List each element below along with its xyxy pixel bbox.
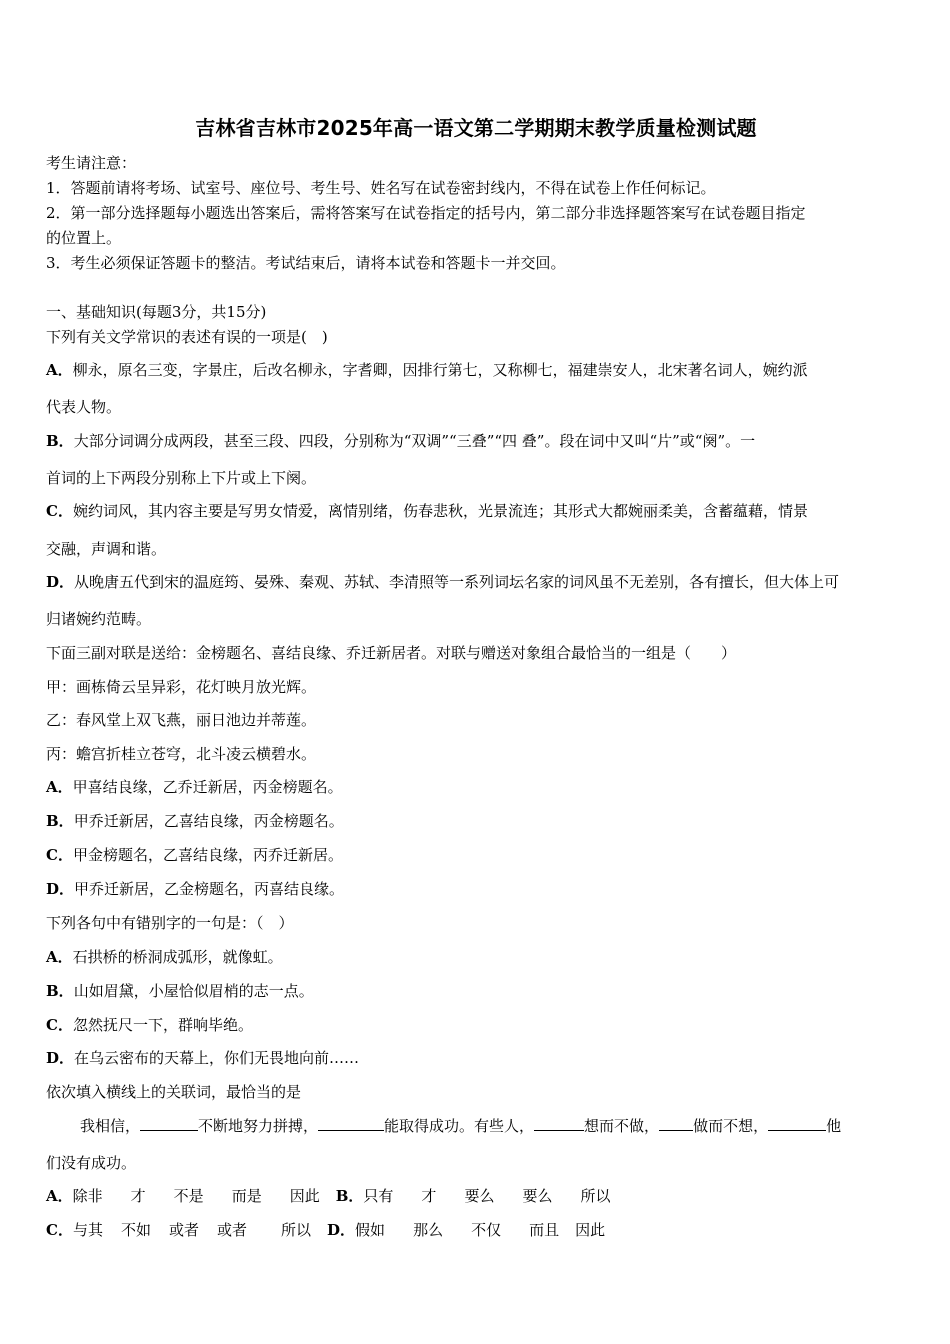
q3-option-c xyxy=(46,1014,253,1035)
option-word: 不仅 xyxy=(471,1221,502,1239)
q3-option-a xyxy=(46,946,283,967)
q2-option-a xyxy=(46,776,343,797)
q2-stem: 下面三副对联是送给：金榜题名、喜结良缘、乔迁新居者。对联与赠送对象组合最恰当的一组是（ ） xyxy=(46,644,737,662)
option-label: D． xyxy=(46,573,75,591)
option-label: B． xyxy=(46,982,74,1000)
passage-text: 想而不做， xyxy=(584,1117,660,1135)
option-label: D． xyxy=(46,880,75,898)
passage-text: 我相信， xyxy=(80,1117,141,1135)
option-label: C． xyxy=(46,846,73,864)
q3-option-d xyxy=(46,1047,359,1068)
option-label: C． xyxy=(46,1221,73,1239)
option-label: A． xyxy=(46,1187,73,1205)
option-word: 那么 xyxy=(413,1221,444,1239)
q2-option-c xyxy=(46,844,343,865)
option-word: 因此 xyxy=(289,1187,320,1205)
q2-couplet-bing: 丙：蟾宫折桂立苍穹，北斗凌云横碧水。 xyxy=(46,745,317,763)
option-word: 要么 xyxy=(522,1187,553,1205)
notice-item-3: 3．考生必须保证答题卡的整洁。考试结束后，请将本试卷和答题卡一并交回。 xyxy=(46,254,566,272)
fill-blank-4 xyxy=(659,1116,693,1131)
notice-item-2-cont: 的位置上。 xyxy=(46,229,122,247)
q4-options-cd xyxy=(46,1219,605,1240)
option-text: 甲乔迁新居，乙金榜题名，丙喜结良缘。 xyxy=(74,880,345,898)
q2-option-b xyxy=(46,810,344,831)
option-word: 不是 xyxy=(173,1187,204,1205)
page-title: 吉林省吉林市2025年高一语文第二学期期末教学质量检测试题 xyxy=(195,116,757,140)
option-word: 所以 xyxy=(281,1221,312,1239)
notice-item-1: 1．答题前请将考场、试室号、座位号、考生号、姓名写在试卷密封线内，不得在试卷上作任何标记。 xyxy=(46,179,716,197)
option-word: 与其 xyxy=(72,1221,103,1239)
q3-option-b xyxy=(46,980,314,1001)
passage-text: 不断地努力拼搏， xyxy=(198,1117,319,1135)
option-label: B． xyxy=(46,432,74,450)
option-label: B． xyxy=(335,1187,364,1205)
option-label: D． xyxy=(46,1049,75,1067)
option-text: 婉约词风，其内容主要是写男女情爱，离情别绪，伤春悲秋，光景流连；其形式大都婉丽柔美，含蓄蕴藉，情景 xyxy=(72,502,808,520)
q1-option-b-cont: 首词的上下两段分别称上下片或上下阕。 xyxy=(46,469,317,487)
option-text: 山如眉黛，小屋恰似眉梢的志一点。 xyxy=(73,982,314,1000)
q2-couplet-jia: 甲：画栋倚云呈异彩，花灯映月放光辉。 xyxy=(46,678,317,696)
q1-option-a xyxy=(46,359,808,380)
option-word: 不如 xyxy=(120,1221,151,1239)
q1-option-d xyxy=(46,571,839,592)
passage-text: 能取得成功。有些人， xyxy=(384,1117,535,1135)
section-heading: 一、基础知识(每题3分，共15分) xyxy=(46,303,267,321)
option-label: A． xyxy=(46,948,73,966)
option-label: B． xyxy=(46,812,74,830)
option-label: C． xyxy=(46,502,73,520)
option-word: 而是 xyxy=(231,1187,262,1205)
q2-option-d xyxy=(46,878,344,899)
option-word: 才 xyxy=(130,1187,146,1205)
option-word: 除非 xyxy=(72,1187,103,1205)
q2-couplet-yi: 乙：春风堂上双飞燕，丽日池边并蒂莲。 xyxy=(46,711,317,729)
option-text: 大部分词调分成两段，甚至三段、四段，分别称为“双调”“三叠”“四 叠”。段在词中又叫“片”或“阕”。一 xyxy=(73,432,756,450)
q4-passage-cont: 们没有成功。 xyxy=(46,1154,137,1172)
option-word: 因此 xyxy=(575,1221,606,1239)
option-word: 假如 xyxy=(355,1221,386,1239)
option-text: 在乌云密布的天幕上，你们无畏地向前…… xyxy=(74,1049,360,1067)
option-text: 石拱桥的桥洞成弧形，就像虹。 xyxy=(72,948,283,966)
q1-option-b xyxy=(46,430,755,451)
notice-heading: 考生请注意： xyxy=(46,154,137,172)
option-word: 或者 xyxy=(168,1221,199,1239)
option-word: 而且 xyxy=(529,1221,560,1239)
option-text: 忽然抚尺一下，群响毕绝。 xyxy=(72,1016,253,1034)
option-label: A． xyxy=(46,778,73,796)
q4-passage xyxy=(46,1115,841,1136)
q1-option-d-cont: 归诸婉约范畴。 xyxy=(46,610,152,628)
option-label: C． xyxy=(46,1016,73,1034)
fill-blank-1 xyxy=(140,1116,198,1131)
option-word: 或者 xyxy=(217,1221,248,1239)
option-word: 所以 xyxy=(580,1187,611,1205)
option-label: A． xyxy=(46,361,73,379)
option-word: 才 xyxy=(421,1187,437,1205)
option-label: D． xyxy=(327,1221,356,1239)
q4-stem: 依次填入横线上的关联词，最恰当的是 xyxy=(46,1083,302,1101)
q1-option-a-cont: 代表人物。 xyxy=(46,398,122,416)
q4-options-ab xyxy=(46,1185,610,1206)
option-text: 甲金榜题名，乙喜结良缘，丙乔迁新居。 xyxy=(72,846,343,864)
option-text: 甲乔迁新居，乙喜结良缘，丙金榜题名。 xyxy=(73,812,344,830)
fill-blank-2 xyxy=(318,1116,384,1131)
passage-text: 他 xyxy=(826,1117,842,1135)
fill-blank-3 xyxy=(534,1116,584,1131)
passage-text: 做而不想， xyxy=(693,1117,769,1135)
q1-option-c-cont: 交融，声调和谐。 xyxy=(46,540,167,558)
q1-option-c xyxy=(46,500,808,521)
option-word: 只有 xyxy=(363,1187,394,1205)
option-text: 柳永，原名三变，字景庄，后改名柳永，字耆卿，因排行第七，又称柳七，福建崇安人，北宋著名词人，婉约派 xyxy=(72,361,808,379)
notice-item-2: 2．第一部分选择题每小题选出答案后，需将答案写在试卷指定的括号内，第二部分非选择题答案写在试卷题目指定 xyxy=(46,204,806,222)
option-text: 从晚唐五代到宋的温庭筠、晏殊、秦观、苏轼、李清照等一系列词坛名家的词风虽不无差别，各有擅长，但大体上可 xyxy=(74,573,840,591)
option-text: 甲喜结良缘，乙乔迁新居，丙金榜题名。 xyxy=(72,778,343,796)
option-word: 要么 xyxy=(464,1187,495,1205)
q1-stem: 下列有关文学常识的表述有误的一项是( ) xyxy=(46,328,328,346)
fill-blank-5 xyxy=(768,1116,826,1131)
q3-stem: 下列各句中有错别字的一句是：（ ） xyxy=(46,914,294,932)
